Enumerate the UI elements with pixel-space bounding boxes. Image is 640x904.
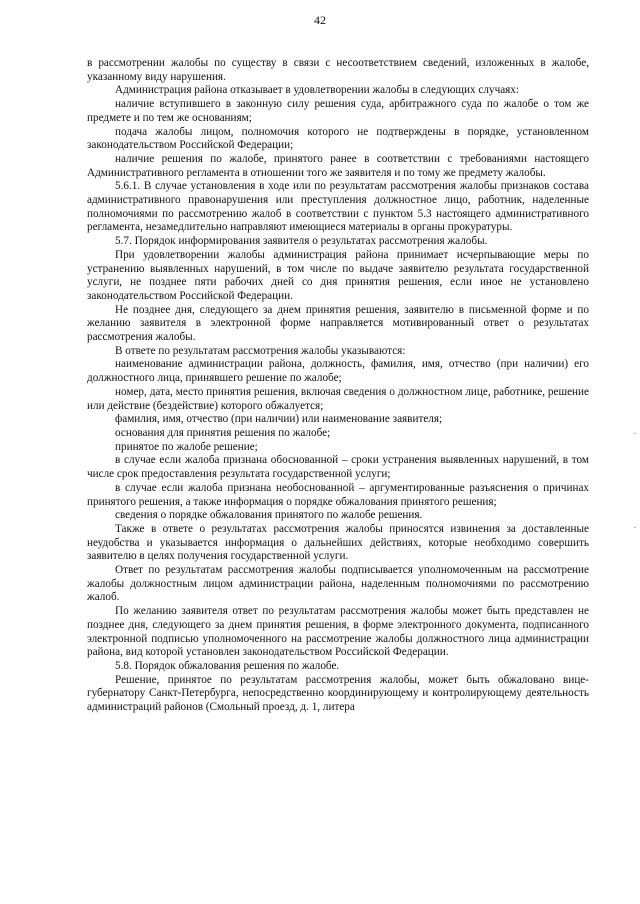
paragraph-continuation: в рассмотрении жалобы по существу в связи с несоответствием сведений, изложенных в жалобе, указанному виду нарушения. (87, 57, 589, 83)
paragraph-satisfaction: При удовлетворении жалобы администрация района принимает исчерпывающие меры по устранению выявленных нарушений, в том числе по выдаче заявителю результата государственной услуги, не позднее пяти рабочих дней со дня принятия решения, если иное не установлено законодательством Российской Федерации. (87, 248, 589, 302)
list-item-grounds: основания для принятия решения по жалобе; (115, 426, 331, 439)
document-body (87, 57, 589, 715)
margin-mark: . (633, 426, 636, 436)
list-item-administration: наименование администрации района, должность, фамилия, имя, отчество (при наличии) его должностного лица, принявшего решение по жалобе; (87, 358, 589, 385)
page-number: 42 (314, 13, 326, 27)
section-heading-5-7: 5.7. Порядок информирования заявителя о результатах рассмотрения жалобы. (115, 235, 488, 248)
list-item-applicant-name: фамилия, имя, отчество (при наличии) или наименование заявителя; (115, 413, 443, 426)
paragraph-refusal-court: наличие вступившего в законную силу решения суда, арбитражного суда по жалобе о том же предмете и по тем же основаниям; (87, 98, 589, 124)
paragraph-deadline: Не позднее дня, следующего за днем принятия решения, заявителю в письменной форме и по желанию заявителя в электронной форме направляется мотивированный ответ о результатах рассмотрения жалобы. (87, 303, 589, 344)
paragraph-appeal: Решение, принятое по результатам рассмотрения жалобы, может быть обжаловано вице-губернатору Санкт-Петербурга, непосредственно координирующему и контролирующему деятельность администраций районов (Смольный проезд, д. 1, литера (87, 673, 589, 714)
margin-mark: . (633, 520, 636, 530)
paragraph-5-6-1: 5.6.1. В случае установления в ходе или по результатам рассмотрения жалобы признаков состава административного правонарушения или преступления должностное лицо, работник, наделенные полномочиями по рассмотрению жалоб в соответствии с пунктом 5.3 настоящего административного регламента, незамедлительно направляют имеющиеся материалы в органы прокуратуры. (87, 180, 589, 234)
paragraph-refusal-intro: Администрация района отказывает в удовлетворении жалобы в следующих случаях: (115, 84, 520, 97)
list-item-decision: принятое по жалобе решение; (115, 440, 258, 453)
section-heading-5-8: 5.8. Порядок обжалования решения по жалобе. (115, 659, 340, 672)
paragraph-refusal-authority: подача жалобы лицом, полномочия которого не подтверждены в порядке, установленном законодательством Российской Федерации; (87, 125, 589, 152)
list-item-appeal-info: сведения о порядке обжалования принятого по жалобе решения. (115, 509, 423, 522)
list-item-decision-info: номер, дата, место принятия решения, включая сведения о должностном лице, работнике, решение или действие (бездействие) которого обжалуется; (87, 385, 589, 412)
paragraph-refusal-previous: наличие решения по жалобе, принятого ранее в соответствии с требованиями настоящего Административного регламента в отношении того же заявителя и по тому же предмету жалобы. (87, 152, 589, 179)
paragraph-apology: Также в ответе о результатах рассмотрения жалобы приносятся извинения за доставленные неудобства и указывается информация о дальнейших действиях, которые необходимо совершить заявителю в целях получения государственной услуги. (87, 522, 589, 563)
paragraph-signature: Ответ по результатам рассмотрения жалобы подписывается уполномоченным на рассмотрение жалобы должностным лицом администрации района, наделенным полномочиями по рассмотрению жалоб. (87, 564, 589, 604)
paragraph-answer-contents: В ответе по результатам рассмотрения жалобы указываются: (115, 344, 406, 357)
list-item-unjustified: в случае если жалоба признана необоснованной – аргументированные разъяснения о причинах принятого решения, а также информация о порядке обжалования принятого решения; (87, 481, 589, 508)
paragraph-electronic-answer: По желанию заявителя ответ по результатам рассмотрения жалобы может быть представлен не позднее дня, следующего за днем принятия решения, в форме электронного документа, подписанного электронной подписью уполномоченного на рассмотрение жалобы должностного лица администрации района, вид которой установлен законодательством Российской Федерации. (87, 605, 589, 659)
list-item-justified: в случае если жалоба признана обоснованной – сроки устранения выявленных нарушений, в том числе срок предоставления результата государственной услуги; (87, 454, 589, 481)
